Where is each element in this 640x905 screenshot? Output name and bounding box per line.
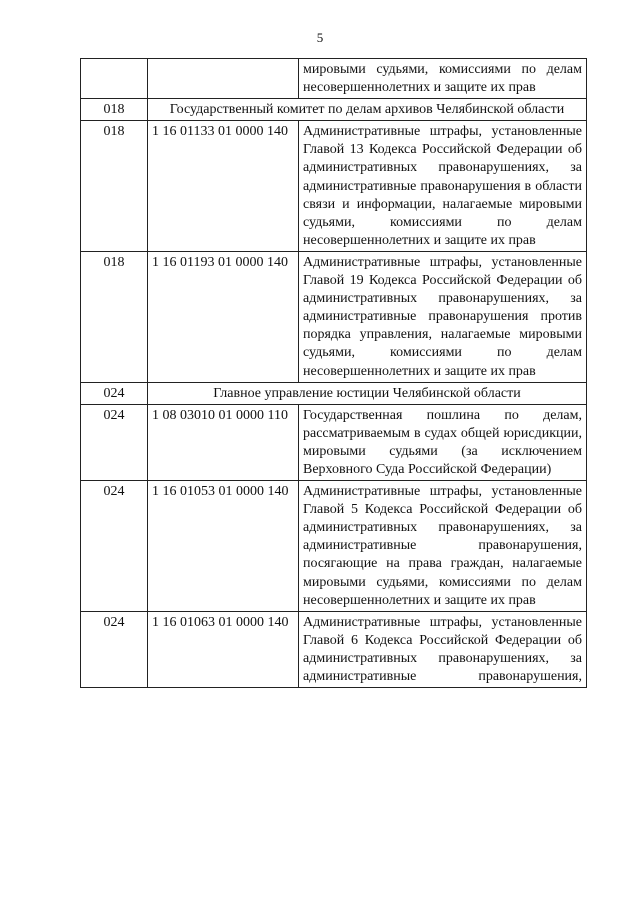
revenue-name-cell: мировыми судьями, комиссиями по делам несовершеннолетних и защите их прав <box>299 59 587 99</box>
page-bottom-edge <box>0 898 640 905</box>
table-row <box>81 59 587 99</box>
admin-code-cell: 024 <box>81 404 148 480</box>
table-row <box>81 404 587 480</box>
revenue-name-cell: Административные штрафы, установленные Главой 5 Кодекса Российской Федерации об административных правонарушениях, за административные правонарушения, посягающие на права граждан, налагаемые мировыми судьями, комиссиями по делам несовершеннолетних и защите их прав <box>299 481 587 612</box>
revenue-code-cell <box>148 59 299 99</box>
table-row <box>81 382 587 404</box>
table-row <box>81 611 587 687</box>
revenue-name-cell: Административные штрафы, установленные Главой 6 Кодекса Российской Федерации об административных правонарушениях, за административные правонарушения, <box>299 611 587 687</box>
revenue-code-cell: 1 16 01133 01 0000 140 <box>148 121 299 252</box>
page-number: 5 <box>316 30 324 45</box>
table-row <box>81 481 587 612</box>
revenue-code-cell: 1 16 01053 01 0000 140 <box>148 481 299 612</box>
revenue-codes-table <box>80 58 587 688</box>
revenue-code-cell: 1 08 03010 01 0000 110 <box>148 404 299 480</box>
table-row <box>81 121 587 252</box>
revenue-name-cell: Административные штрафы, установленные Главой 19 Кодекса Российской Федерации об административных правонарушениях, за административные правонарушения против порядка управления, налагаемые мировыми судьями, комиссиями по делам несовершеннолетних и защите их прав <box>299 251 587 382</box>
table-row <box>81 251 587 382</box>
revenue-code-cell: 1 16 01063 01 0000 140 <box>148 611 299 687</box>
admin-code-cell: 024 <box>81 382 148 404</box>
admin-code-cell: 024 <box>81 611 148 687</box>
admin-code-cell: 018 <box>81 99 148 121</box>
revenue-name-cell: Государственная пошлина по делам, рассматриваемым в судах общей юрисдикции, мировыми судьями (за исключением Верховного Суда Российской Федерации) <box>299 404 587 480</box>
admin-code-cell: 018 <box>81 121 148 252</box>
revenue-code-cell: 1 16 01193 01 0000 140 <box>148 251 299 382</box>
admin-code-cell <box>81 59 148 99</box>
revenue-name-cell: Административные штрафы, установленные Главой 13 Кодекса Российской Федерации об административных правонарушениях, за административные правонарушения в области связи и информации, налагаемые мировыми судьями, комиссиями по делам несовершеннолетних и защите их прав <box>299 121 587 252</box>
table-row <box>81 99 587 121</box>
administrator-heading-cell: Государственный комитет по делам архивов Челябинской области <box>148 99 587 121</box>
administrator-heading-cell: Главное управление юстиции Челябинской области <box>148 382 587 404</box>
admin-code-cell: 018 <box>81 251 148 382</box>
admin-code-cell: 024 <box>81 481 148 612</box>
